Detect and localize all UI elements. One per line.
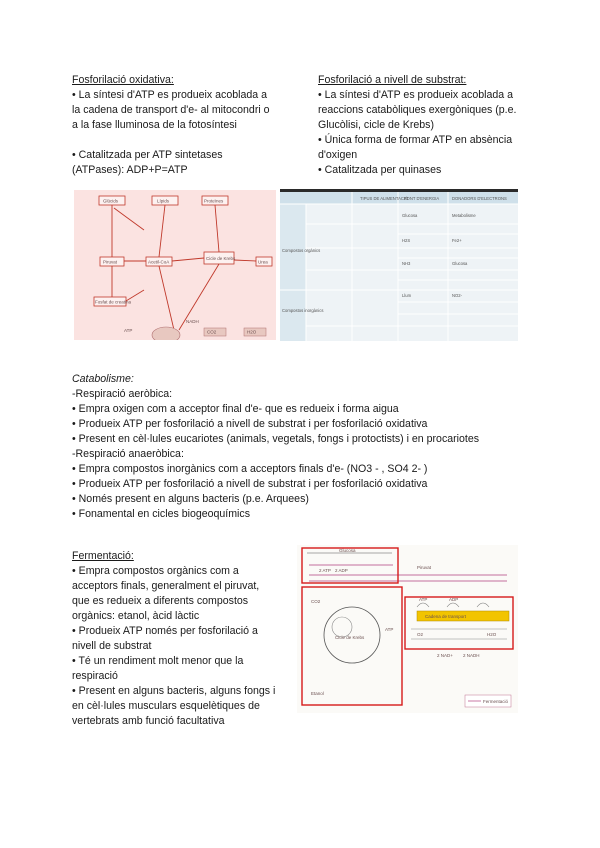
section-substrate-phosphorylation [318, 73, 548, 178]
table-row-header: Compostos orgànics [282, 248, 321, 253]
text-line: a la fase lluminosa de la fotosíntesi [72, 119, 237, 131]
text-line: • Present en cèl·lules eucariotes (animals, vegetals, fongs i protoctists) i en procariotes [72, 433, 480, 445]
diagram-label: H2O [247, 329, 257, 335]
fermentation-diagram-svg [297, 545, 518, 713]
table-cell: Glucosa [452, 261, 468, 266]
diagram-label: Etanol [311, 691, 324, 696]
text-line: acceptors finals, generalment el piruvat, [72, 580, 260, 592]
text-line: vertebrats amb funció facultativa [72, 715, 225, 727]
diagram-label: Urea [258, 259, 268, 265]
text-line: d'oxigen [318, 149, 358, 161]
diagram-label: Piruvat [417, 565, 432, 570]
diagram-label: Piruvat [103, 259, 118, 265]
text-line: • La síntesi d'ATP es produeix acoblada a [318, 89, 513, 101]
legend-label: Fermentació [483, 699, 509, 704]
table-cell: Llum [402, 293, 412, 298]
heading-oxidative-phosphorylation: Fosforilació oxidativa: [72, 74, 174, 86]
text-line: • Produeix ATP per fosforilació a nivell de substrat i per fosforilació oxidativa [72, 478, 428, 490]
diagram-label: Cadena de transport [425, 614, 467, 619]
text-line: • Produeix ATP per fosforilació a nivell de substrat i per fosforilació oxidativa [72, 418, 428, 430]
diagram-label: ATP [124, 328, 133, 333]
table-cell: Glucosa [402, 213, 418, 218]
table-cell: NO2- [452, 293, 463, 298]
text-line: respiració [72, 670, 118, 682]
text-line: que es redueix a diferents compostos [72, 595, 249, 607]
diagram-label: NADH [186, 319, 199, 324]
text-line: • Té un rendiment molt menor que la [72, 655, 244, 667]
text-line: la cadena de transport d'e- al mitocondri o [72, 104, 270, 116]
text-line: reaccions catabòliques exergòniques (p.e. [318, 104, 517, 116]
diagram-label: CO2 [207, 329, 217, 335]
text-line: nivell de substrat [72, 640, 152, 652]
text-line: • La síntesi d'ATP es produeix acoblada a [72, 89, 267, 101]
heading-catabolism: Catabolisme: [72, 373, 134, 385]
text-line: • Només present en alguns bacteris (p.e. Arquees) [72, 493, 309, 505]
diagram-label: ATP [385, 627, 394, 632]
diagram-label: Lípids [157, 198, 170, 204]
diagram-label: Fosfat de creatina [95, 299, 132, 305]
fermentation-diagram [297, 545, 518, 713]
metabolism-diagram-svg [74, 190, 276, 340]
diagram-label: Proteïnes [204, 198, 224, 204]
table-cell: Metabolisme [452, 213, 476, 218]
table-cell: H2S [402, 238, 411, 243]
text-line: -Respiració aeròbica: [72, 388, 173, 400]
nutrition-table-svg [280, 192, 518, 341]
diagram-label: Acetil-CoA [148, 259, 170, 265]
table-row-header: Compostos inorgànics [282, 308, 324, 313]
mitochondrion-shape [152, 327, 180, 340]
section-catabolism [72, 372, 532, 522]
table-cell: NH3 [402, 261, 411, 266]
metabolism-diagram [74, 190, 276, 340]
text-line: • Present en alguns bacteris, alguns fongs i [72, 685, 276, 697]
text-line: • Catalitzada per quinases [318, 164, 442, 176]
diagram-label: Cicle de Krebs [335, 635, 365, 640]
text-line: orgànics: etanol, àcid làctic [72, 610, 200, 622]
highlight-box [405, 597, 513, 649]
table-cell: Fe2+ [452, 238, 462, 243]
section-fermentation [72, 549, 292, 729]
heading-substrate-phosphorylation: Fosforilació a nivell de substrat: [318, 74, 467, 86]
diagram-label: ATP [419, 597, 428, 602]
nutrition-table-image [280, 189, 518, 344]
text-line: • Produeix ATP només per fosforilació a [72, 625, 258, 637]
text-line: • Única forma de formar ATP en absència [318, 134, 513, 146]
diagram-label: 2 NAD+ [437, 653, 453, 658]
text-line: -Respiració anaeròbica: [72, 448, 184, 460]
text-line: • Empra compostos inorgànics com a acceptors finals d'e- (NO3 - , SO4 2- ) [72, 463, 428, 475]
diagram-label: ADP [449, 597, 459, 602]
text-line: en cèl·lules musculars esquelètiques de [72, 700, 260, 712]
text-line: • Empra compostos orgànics com a [72, 565, 239, 577]
diagram-label: 2 NADH [463, 653, 480, 658]
diagram-label: H2O [487, 632, 497, 637]
section-oxidative-phosphorylation [72, 73, 292, 178]
diagram-label: 2 ADP [335, 568, 348, 573]
table-column-header: DONADORS D'ELECTRONS [452, 196, 507, 201]
text-line: • Catalitzada per ATP sintetases [72, 149, 223, 161]
diagram-label: O2 [417, 632, 424, 637]
diagram-label: 2 ATP [319, 568, 331, 573]
table-column-header: TIPUS DE ALIMENTACIÓ [360, 196, 409, 201]
text-line: Glucòlisi, cicle de Krebs) [318, 119, 434, 131]
text-line [72, 133, 292, 148]
diagram-label: Cicle de Krebs [206, 256, 236, 261]
table-column-header: FONT D'ENERGIA [404, 196, 440, 201]
diagram-label: CO2 [311, 599, 321, 604]
text-line: • Fonamental en cicles biogeoquímics [72, 508, 251, 520]
diagram-label: Glucosa [339, 548, 356, 553]
text-line: (ATPases): ADP+P=ATP [72, 164, 188, 176]
highlight-box [302, 587, 402, 705]
text-line: • Empra oxigen com a acceptor final d'e- que es redueix i forma aigua [72, 403, 399, 415]
heading-fermentation: Fermentació: [72, 550, 134, 562]
diagram-label: Glúcids [103, 198, 119, 204]
